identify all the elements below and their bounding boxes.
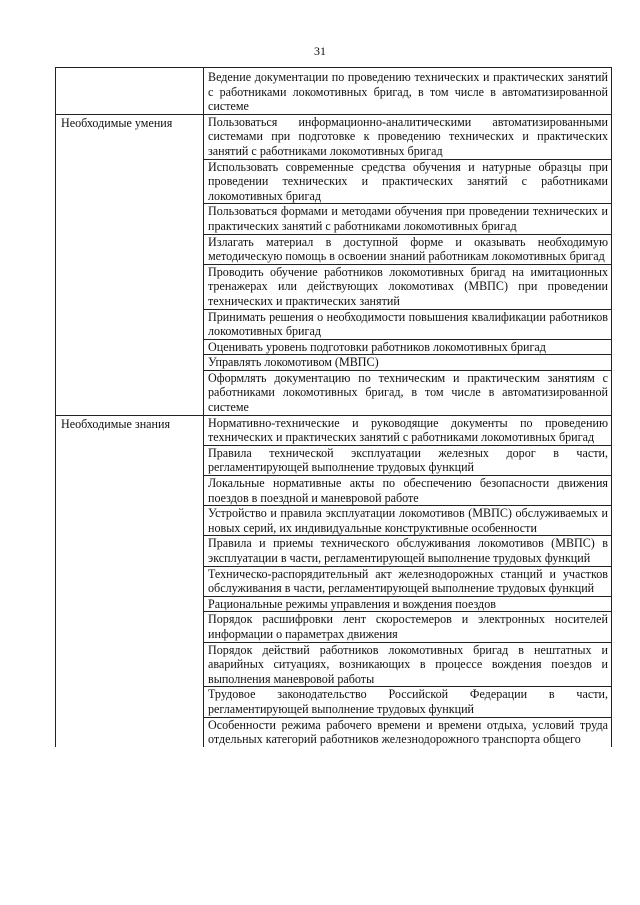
list-item: Проводить обучение работников локомотивных бригад на имитационных тренажерах или действующих локомотивах (МВПС) при проведении технических и практических занятий	[204, 265, 611, 310]
list-item: Пользоваться информационно-аналитическими автоматизированными системами при подготовке к проведению технических и практических занятий с работниками локомотивных бригад	[204, 115, 611, 160]
table-row	[56, 415, 612, 747]
list-item: Пользоваться формами и методами обучения при проведении технических и практических занятий с работниками локомотивных бригад	[204, 204, 611, 234]
list-item: Порядок действий работников локомотивных бригад в нештатных и аварийных ситуациях, возникающих в процессе вождения поездов и выполнения маневровой работы	[204, 643, 611, 688]
list-item: Правила технической эксплуатации железных дорог в части, регламентирующей выполнение трудовых функций	[204, 446, 611, 476]
list-item: Оценивать уровень подготовки работников локомотивных бригад	[204, 340, 611, 356]
table-row	[56, 114, 612, 415]
list-item: Излагать материал в доступной форме и оказывать необходимую методическую помощь в освоении знаний работникам локомотивных бригад	[204, 235, 611, 265]
list-item: Правила и приемы технического обслуживания локомотивов (МВПС) в эксплуатации в части, регламентирующей выполнение трудовых функций	[204, 536, 611, 566]
table-row	[56, 68, 612, 115]
list-item: Принимать решения о необходимости повышения квалификации работников локомотивных бригад	[204, 310, 611, 340]
skills-items	[204, 114, 612, 415]
list-item: Оформлять документацию по техническим и практическим занятиям с работниками локомотивных бригад, в том числе в автоматизированной системе	[208, 370, 608, 415]
empty-label-cell	[56, 68, 204, 115]
list-item: Нормативно-технические и руководящие документы по проведению технических и практических занятий с работниками локомотивных бригад	[204, 416, 611, 446]
skills-label: Необходимые умения	[56, 114, 204, 415]
list-item: Устройство и правила эксплуатации локомотивов (МВПС) обслуживаемых и новых серий, их индивидуальные конструктивные особенности	[204, 506, 611, 536]
list-item: Управлять локомотивом (МВПС)	[204, 355, 611, 371]
knowledge-label: Необходимые знания	[56, 415, 204, 747]
list-item: Ведение документации по проведению технических и практических занятий с работниками локомотивных бригад, в том числе в автоматизированной системе	[208, 70, 608, 114]
knowledge-items	[204, 415, 612, 747]
competency-table	[55, 67, 612, 747]
list-item: Локальные нормативные акты по обеспечению безопасности движения поездов в поездной и маневровой работе	[204, 476, 611, 506]
list-item: Рациональные режимы управления и вождения поездов	[204, 597, 611, 613]
list-item: Техническо-распорядительный акт железнодорожных станций и участков обслуживания в части, регламентирующей выполнение трудовых функций	[204, 567, 611, 597]
list-item: Порядок расшифровки лент скоростемеров и электронных носителей информации о параметрах движения	[204, 612, 611, 642]
first-row-items	[204, 68, 612, 115]
list-item: Особенности режима рабочего времени и времени отдыха, условий труда отдельных категорий работников железнодорожного транспорта общего	[208, 717, 608, 747]
list-item: Трудовое законодательство Российской Федерации в части, регламентирующей выполнение трудовых функций	[204, 687, 611, 717]
page-number: 31	[314, 44, 326, 58]
list-item: Использовать современные средства обучения и натурные образцы при проведении технических и практических занятий с работниками локомотивных бригад	[204, 160, 611, 205]
